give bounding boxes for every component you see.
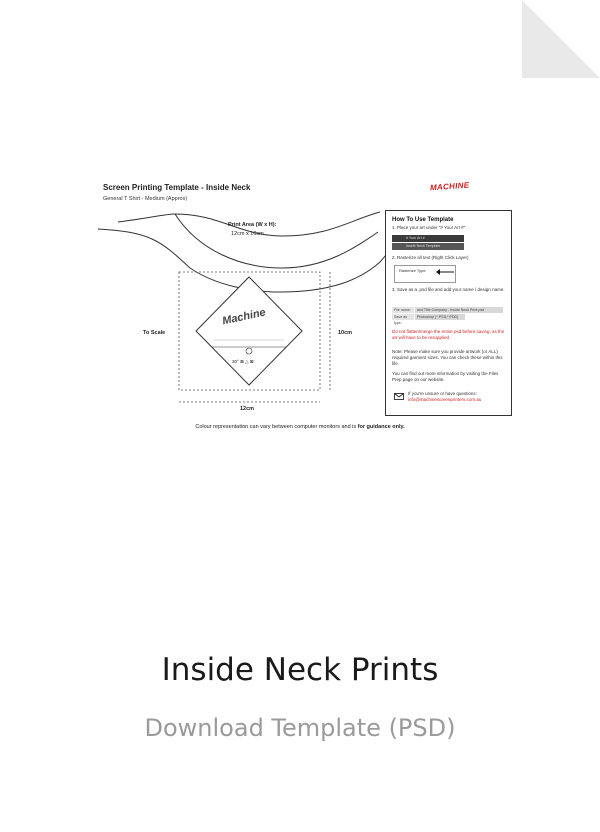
how-to-panel bbox=[385, 210, 512, 416]
file-name-value: and Title Company - Inside Neck Print.psd bbox=[415, 307, 503, 313]
save-type-value: Photoshop (*.PSD;*.PDD) bbox=[415, 314, 465, 320]
mail-icon bbox=[394, 393, 404, 400]
note-text: Note: Please make sure you provide artwork (or ALL) required garment sizes. You can check these within this file. bbox=[392, 349, 503, 366]
file-name-label: File name: bbox=[392, 307, 414, 313]
width-label: 12cm bbox=[240, 406, 255, 412]
print-area-value: 12cm x 10cm bbox=[231, 231, 264, 237]
caption-bold-text: for guidance only. bbox=[357, 424, 405, 430]
contact-text: If you're unsure or have questions: bbox=[408, 391, 477, 396]
contact-email[interactable]: info@machinescreenprinters.com.au bbox=[408, 397, 482, 402]
care-symbols: 30° ⊠ △ ⊠ bbox=[232, 359, 254, 364]
how-to-heading: How To Use Template bbox=[392, 217, 454, 223]
arrow-left-icon bbox=[436, 269, 456, 275]
label-brand-mark: Machine bbox=[221, 306, 267, 328]
download-template-link[interactable]: Download Template (PSD) bbox=[144, 714, 456, 742]
card-title[interactable]: Inside Neck Prints bbox=[161, 652, 439, 688]
layer-your-art-label: # Your Art # bbox=[406, 236, 425, 240]
step-1: 1. Place your art under "# Your Art #" bbox=[392, 225, 466, 230]
print-area-label: Print Area (W x H): bbox=[228, 222, 277, 228]
step-3: 3. Save as a .psd file and add your name / design name. bbox=[392, 287, 505, 292]
layer-your-art bbox=[392, 235, 464, 242]
rasterize-option: Rasterize Type bbox=[399, 268, 426, 273]
to-scale-label: To Scale bbox=[143, 330, 166, 336]
template-title: Screen Printing Template - Inside Neck bbox=[103, 183, 251, 192]
save-type-label: Save as type: bbox=[392, 314, 414, 320]
step-2: 2. Rasterize all text (Right Click Layer) bbox=[392, 255, 469, 260]
caption-text: Colour representation can vary between computer monitors and is bbox=[195, 424, 357, 430]
layer-template-label: Inside Neck Template bbox=[406, 244, 441, 248]
warning-text: Do not flatten/merge the entire psd before saving, as the art will have to be resupplied. bbox=[392, 329, 505, 340]
height-label: 10cm bbox=[338, 330, 353, 336]
template-subtitle: General T Shirt - Medium (Approx) bbox=[103, 196, 188, 202]
brand-logo: MACHINE bbox=[429, 180, 470, 193]
layer-template bbox=[392, 243, 464, 250]
more-info-text: You can find out more information by visiting the Files Prep page on our website. bbox=[392, 371, 499, 382]
template-caption bbox=[0, 424, 600, 430]
